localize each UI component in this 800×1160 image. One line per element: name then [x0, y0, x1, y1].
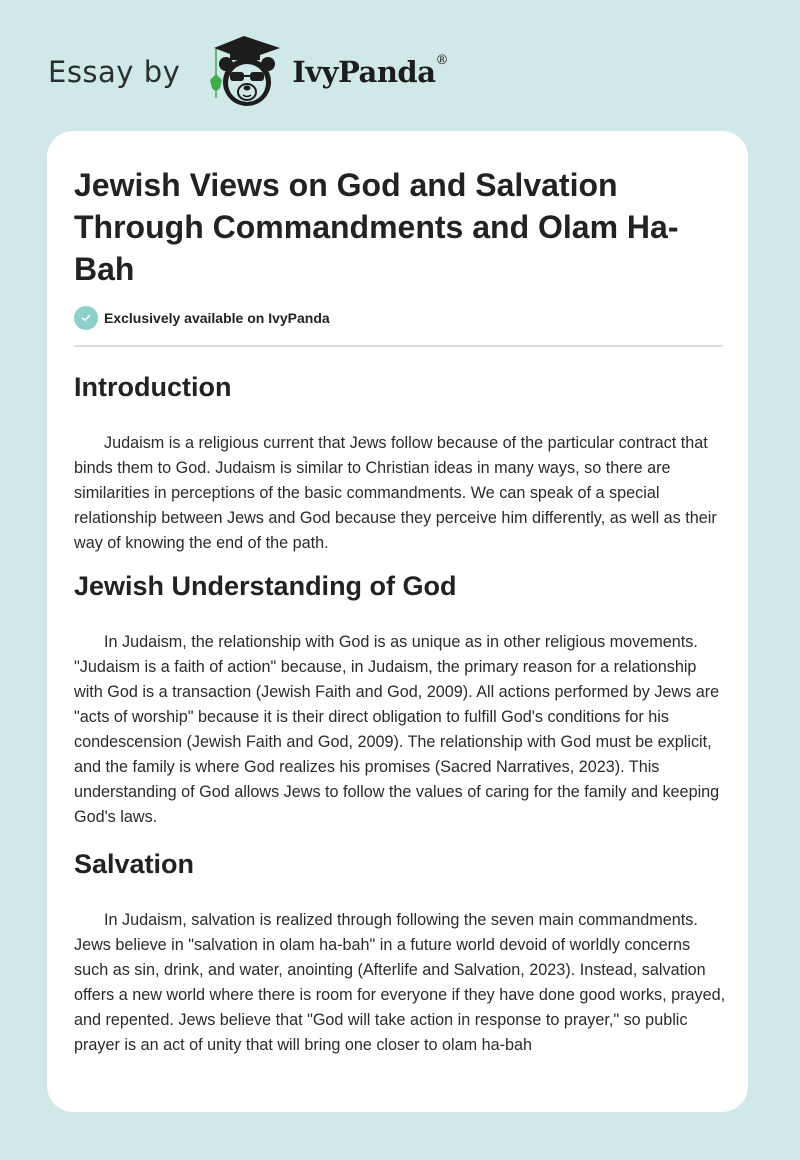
- section-introduction: [74, 370, 726, 556]
- page-title: Jewish Views on God and Salvation Through Commandments and Olam Ha-Bah: [74, 167, 679, 287]
- essay-card: [47, 131, 748, 1112]
- check-circle-icon: [74, 306, 98, 330]
- registered-mark: ®: [435, 53, 449, 68]
- section-heading: Introduction: [74, 372, 232, 402]
- section-paragraph: Judaism is a religious current that Jews follow because of the particular contract that binds them to God. Judaism is similar to Christian ideas in many ways, so there are similarities in perceptions of the basic commandments. We can speak of a special relationship between Jews and God because they perceive him differently, as well as their way of knowing the end of the path.: [74, 434, 717, 552]
- section-paragraph: In Judaism, salvation is realized through following the seven main commandments. Jews believe in "salvation in olam ha-bah" in a future world devoid of worldly concerns such as sin, drink, and water, anointing (Afterlife and Salvation, 2023). Instead, salvation offers a new world where there is room for everyone if they have done good works, prayed, and repented. Jews believe that "God will take action in response to prayer," so public prayer is an act of unity that will bring one closer to olam ha-bah: [74, 911, 726, 1054]
- section-paragraph: In Judaism, the relationship with God is as unique as in other religious movements. "Judaism is a faith of action" because, in Judaism, the primary reason for a relationship with God is a transaction (Jewish Faith and God, 2009). All actions performed by Jews are "acts of worship" because it is their direct obligation to fulfill God's conditions for his condescension (Jewish Faith and God, 2009). The relationship with God must be explicit, and the family is where God realizes his promises (Sacred Narratives, 2023). This understanding of God allows Jews to follow the values of caring for the family and keeping God's laws.: [74, 633, 720, 826]
- brand-name[interactable]: [292, 55, 448, 89]
- badge-label: Exclusively available on IvyPanda: [104, 310, 330, 326]
- panda-graduation-cap-logo-icon[interactable]: [200, 34, 286, 110]
- section-jewish-understanding-of-god: [74, 569, 726, 830]
- section-salvation: [74, 847, 726, 1058]
- essay-by-label: Essay by: [48, 55, 181, 89]
- section-heading: Jewish Understanding of God: [74, 571, 457, 601]
- title-divider: [74, 345, 723, 347]
- brand-text: IvyPanda: [292, 55, 436, 89]
- section-heading: Salvation: [74, 849, 195, 879]
- exclusive-badge: [74, 306, 330, 330]
- site-header: [48, 36, 448, 108]
